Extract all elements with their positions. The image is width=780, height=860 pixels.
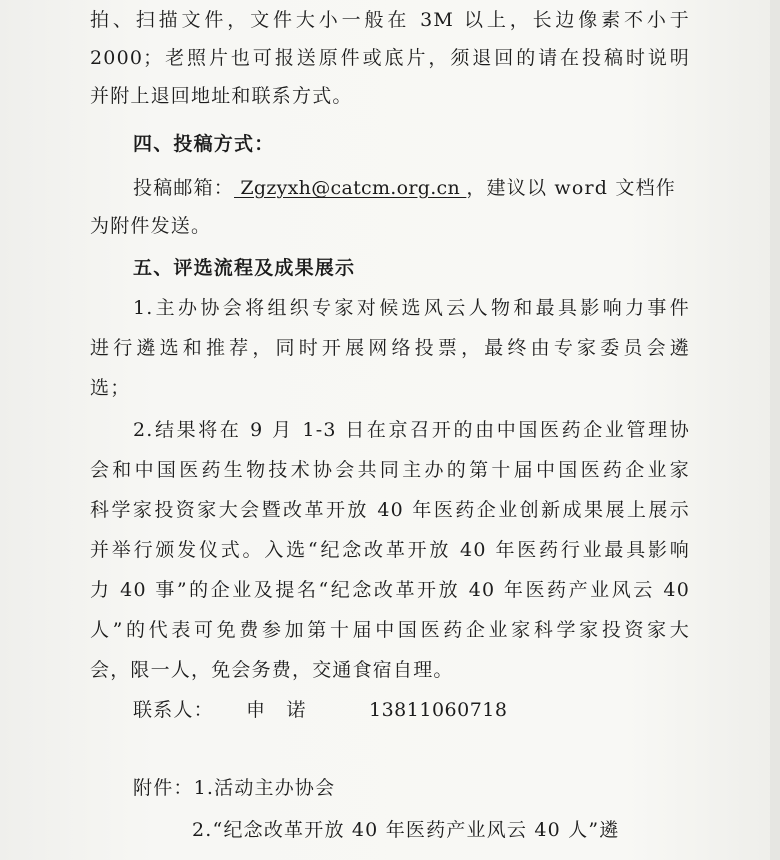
section-heading-5: 五、评选流程及成果展示 — [133, 257, 356, 279]
paragraph-line: 进行遴选和推荐，同时开展网络投票，最终由专家委员会遴 — [90, 337, 690, 359]
paragraph-line: 2000；老照片也可报送原件或底片，须退回的请在投稿时说明 — [90, 47, 690, 69]
paragraph-line: 人”的代表可免费参加第十届中国医药企业家科学家投资家大 — [90, 619, 690, 641]
paragraph-line: 并举行颁发仪式。入选“纪念改革开放 40 年医药行业最具影响 — [90, 539, 690, 561]
email-label: 投稿邮箱： — [133, 177, 235, 199]
paragraph-line: 会和中国医药生物技术协会共同主办的第十届中国医药企业家 — [90, 459, 690, 481]
email-suffix: ，建议以 word 文档作 — [466, 177, 676, 199]
paragraph-line: 力 40 事”的企业及提名“纪念改革开放 40 年医药产业风云 40 — [90, 579, 690, 601]
scan-edge — [770, 0, 780, 860]
paragraph-line: 并附上退回地址和联系方式。 — [90, 85, 353, 107]
paragraph-line: 2.结果将在 9 月 1-3 日在京召开的由中国医药企业管理协 — [133, 419, 690, 441]
contact-phone: 13811060718 — [369, 699, 508, 721]
section-heading-4: 四、投稿方式： — [133, 133, 275, 155]
attachment-line-2: 2.“纪念改革开放 40 年医药产业风云 40 人”遴 — [192, 819, 620, 841]
paragraph-line: 为附件发送。 — [90, 215, 212, 237]
paragraph-line: 拍、扫描文件，文件大小一般在 3M 以上，长边像素不小于 — [90, 9, 690, 31]
paragraph-line: 1.主办协会将组织专家对候选风云人物和最具影响力事件 — [133, 297, 690, 319]
paragraph-line: 科学家投资家大会暨改革开放 40 年医药企业创新成果展上展示 — [90, 499, 690, 521]
contact-name: 申 诺 — [246, 699, 307, 721]
paragraph-line: 选； — [90, 377, 131, 399]
email-link[interactable]: Zgzyxh@catcm.org.cn — [234, 177, 467, 199]
paragraph-line: 会，限一人，免会务费，交通食宿自理。 — [90, 659, 454, 681]
email-line — [133, 176, 690, 200]
contact-label: 联系人： — [133, 699, 214, 721]
attachment-line-1: 附件：1.活动主办协会 — [133, 777, 336, 799]
